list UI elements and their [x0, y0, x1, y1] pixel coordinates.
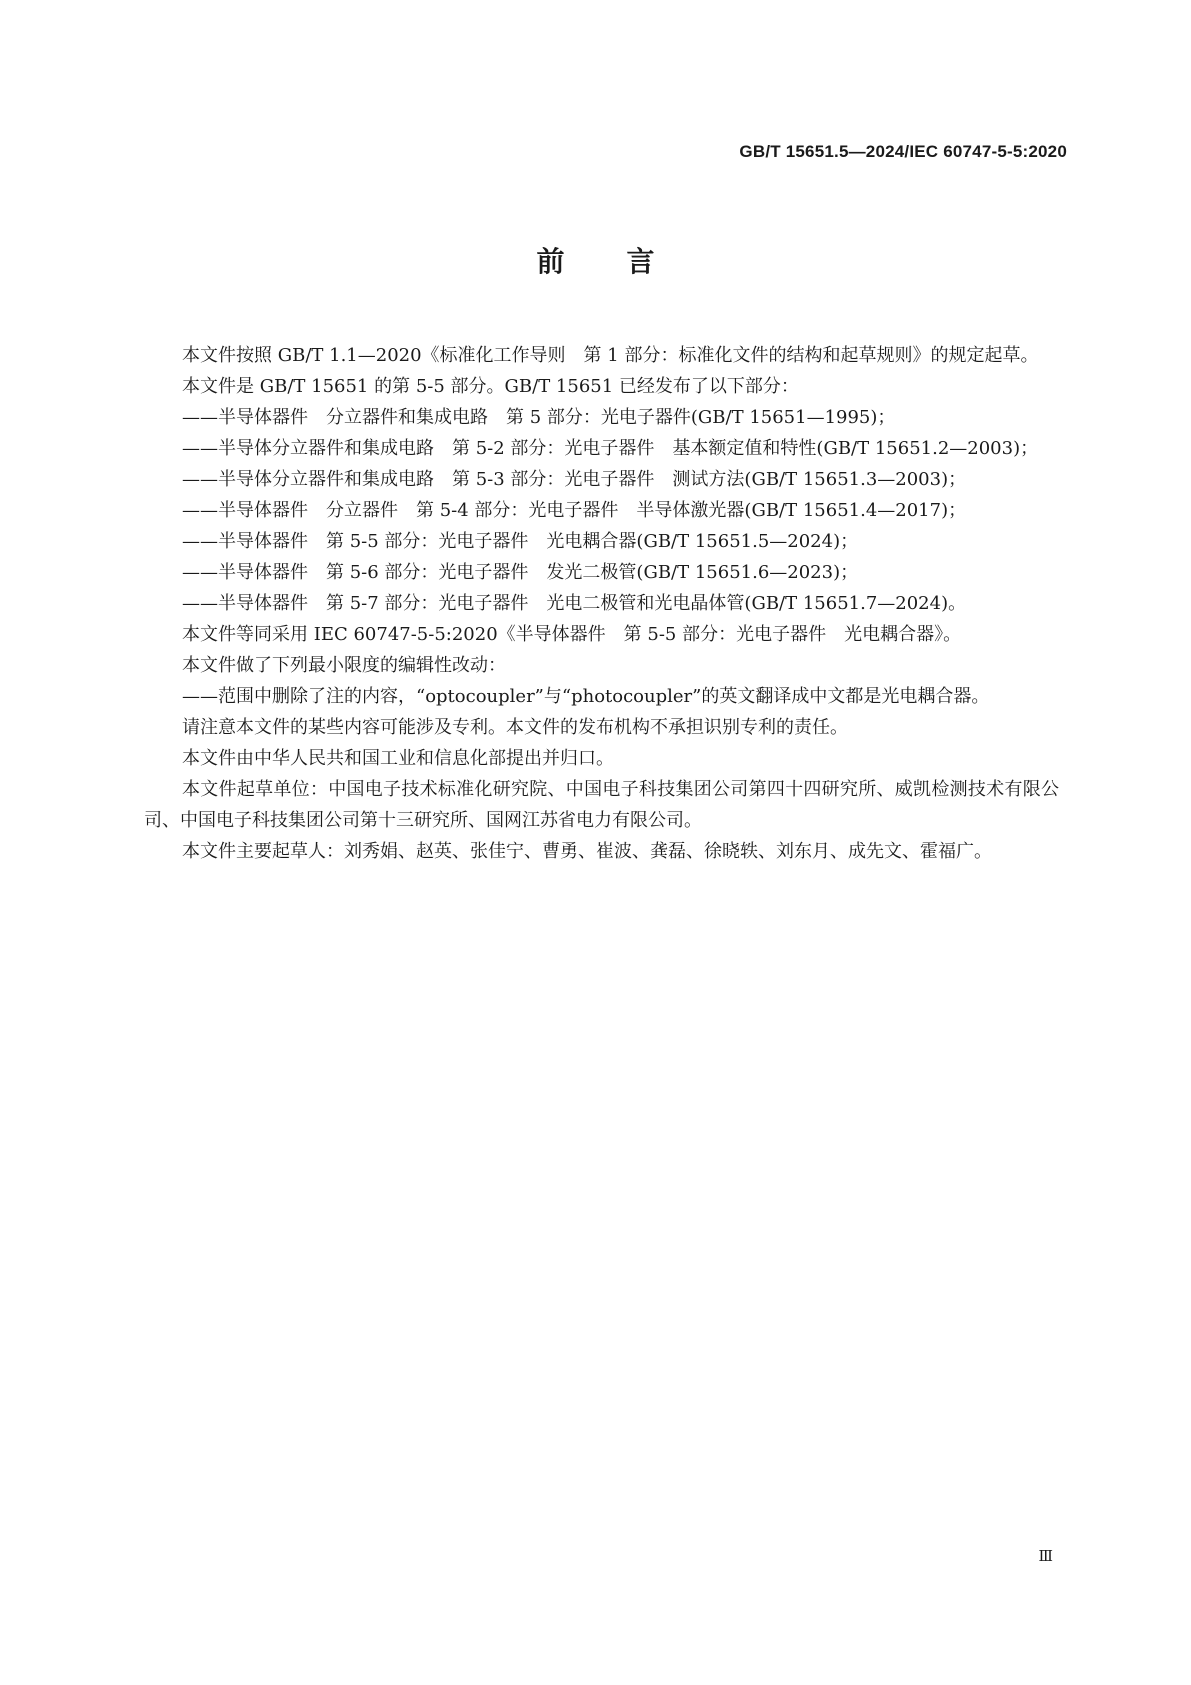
- document-body: [144, 340, 1059, 867]
- list-item: ——半导体器件 第 5-6 部分：光电子器件 发光二极管(GB/T 15651.6—2023)；: [182, 562, 859, 583]
- paragraph-drafting-units: 本文件起草单位：中国电子技术标准化研究院、中国电子科技集团公司第四十四研究所、威凯检测技术有限公司、中国电子科技集团公司第十三研究所、国网江苏省电力有限公司。: [144, 779, 1059, 831]
- standard-number-header: GB/T 15651.5—2024/IEC 60747-5-5:2020: [739, 142, 1067, 161]
- list-item: ——半导体器件 第 5-5 部分：光电子器件 光电耦合器(GB/T 15651.5—2024)；: [182, 531, 859, 552]
- paragraph-changes-intro: 本文件做了下列最小限度的编辑性改动：: [182, 655, 506, 676]
- paragraph-patent-notice: 请注意本文件的某些内容可能涉及专利。本文件的发布机构不承担识别专利的责任。: [182, 717, 848, 738]
- list-item: ——半导体器件 分立器件 第 5-4 部分：光电子器件 半导体激光器(GB/T 15651.4—2017)；: [182, 500, 967, 521]
- paragraph-proposer: 本文件由中华人民共和国工业和信息化部提出并归口。: [182, 748, 614, 769]
- paragraph-adoption: 本文件等同采用 IEC 60747-5-5:2020《半导体器件 第 5-5 部分：光电子器件 光电耦合器》。: [182, 624, 962, 645]
- list-item: ——半导体器件 第 5-7 部分：光电子器件 光电二极管和光电晶体管(GB/T 15651.7—2024)。: [182, 593, 967, 614]
- list-item: ——半导体器件 分立器件和集成电路 第 5 部分：光电子器件(GB/T 15651—1995)；: [182, 407, 896, 428]
- page-number: Ⅲ: [1038, 1547, 1053, 1565]
- paragraph-parts-intro: 本文件是 GB/T 15651 的第 5-5 部分。GB/T 15651 已经发布了以下部分：: [182, 376, 799, 397]
- list-item: ——半导体分立器件和集成电路 第 5-3 部分：光电子器件 测试方法(GB/T 15651.3—2003)；: [182, 469, 967, 490]
- paragraph-drafting-rules: 本文件按照 GB/T 1.1—2020《标准化工作导则 第 1 部分：标准化文件的结构和起草规则》的规定起草。: [182, 345, 1039, 366]
- list-item-change: ——范围中删除了注的内容，“optocoupler”与“photocoupler”的英文翻译成中文都是光电耦合器。: [182, 686, 990, 707]
- page-title: 前言: [536, 245, 717, 278]
- list-item: ——半导体分立器件和集成电路 第 5-2 部分：光电子器件 基本额定值和特性(GB/T 15651.2—2003)；: [182, 438, 1039, 459]
- paragraph-drafters: 本文件主要起草人：刘秀娟、赵英、张佳宁、曹勇、崔波、龚磊、徐晓轶、刘东月、成先文、霍福广。: [182, 841, 992, 862]
